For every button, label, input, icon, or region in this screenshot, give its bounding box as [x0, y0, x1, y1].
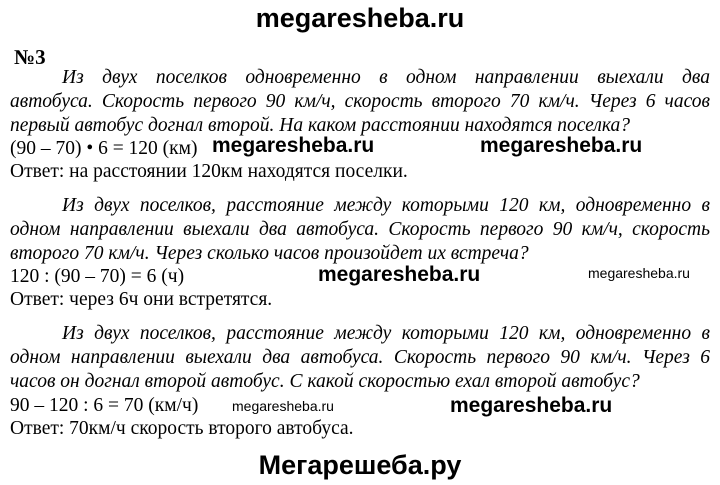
problem2-line-3: второго 70 км/ч. Через сколько часов произойдет их встреча? — [10, 243, 529, 264]
problem1-line-2: автобуса. Скорость первого 90 км/ч, скорость второго 70 км/ч. Через 6 часов — [10, 91, 710, 112]
site-footer: Мегарешеба.ру — [258, 450, 462, 480]
problem1-line-3: первый автобус догнал второй. На каком расстоянии находятся поселка? — [10, 115, 630, 136]
problem2-solution: 120 : (90 – 70) = 6 (ч) — [10, 266, 185, 287]
problem1-answer: Ответ: на расстоянии 120км находятся поселки. — [10, 161, 408, 182]
watermark: megaresheba.ru — [480, 134, 643, 157]
problem1-line-1: Из двух поселков одновременно в одном направлении выехали два — [62, 67, 710, 88]
watermark: megaresheba.ru — [450, 394, 613, 417]
problem3-line-3: часов он догнал второй автобус. С какой скоростью ехал второй автобус? — [10, 371, 640, 392]
problem3-answer: Ответ: 70км/ч скорость второго автобуса. — [10, 418, 354, 439]
problem3-line-2: одном направлении выехали два автобуса. Скорость первого 90 км/ч. Через 6 — [10, 347, 710, 368]
watermark: megaresheba.ru — [232, 398, 334, 414]
site-header: megaresheba.ru — [255, 3, 465, 33]
watermark: megaresheba.ru — [588, 265, 690, 281]
problem2-line-1: Из двух поселков, расстояние между которыми 120 км, одновременно в — [62, 195, 710, 216]
problem2-answer: Ответ: через 6ч они встретятся. — [10, 289, 273, 310]
watermark: megaresheba.ru — [212, 134, 375, 157]
problem3-line-1: Из двух поселков, расстояние между которыми 120 км, одновременно в — [62, 323, 710, 344]
problem3-solution: 90 – 120 : 6 = 70 (км/ч) — [10, 395, 199, 416]
task-number: №3 — [14, 45, 46, 69]
problem1-solution: (90 – 70) • 6 = 120 (км) — [10, 138, 198, 159]
problem2-line-2: одном направлении выехали два автобуса. Скорость первого 90 км/ч, скорость — [10, 219, 710, 240]
watermark: megaresheba.ru — [318, 263, 481, 286]
